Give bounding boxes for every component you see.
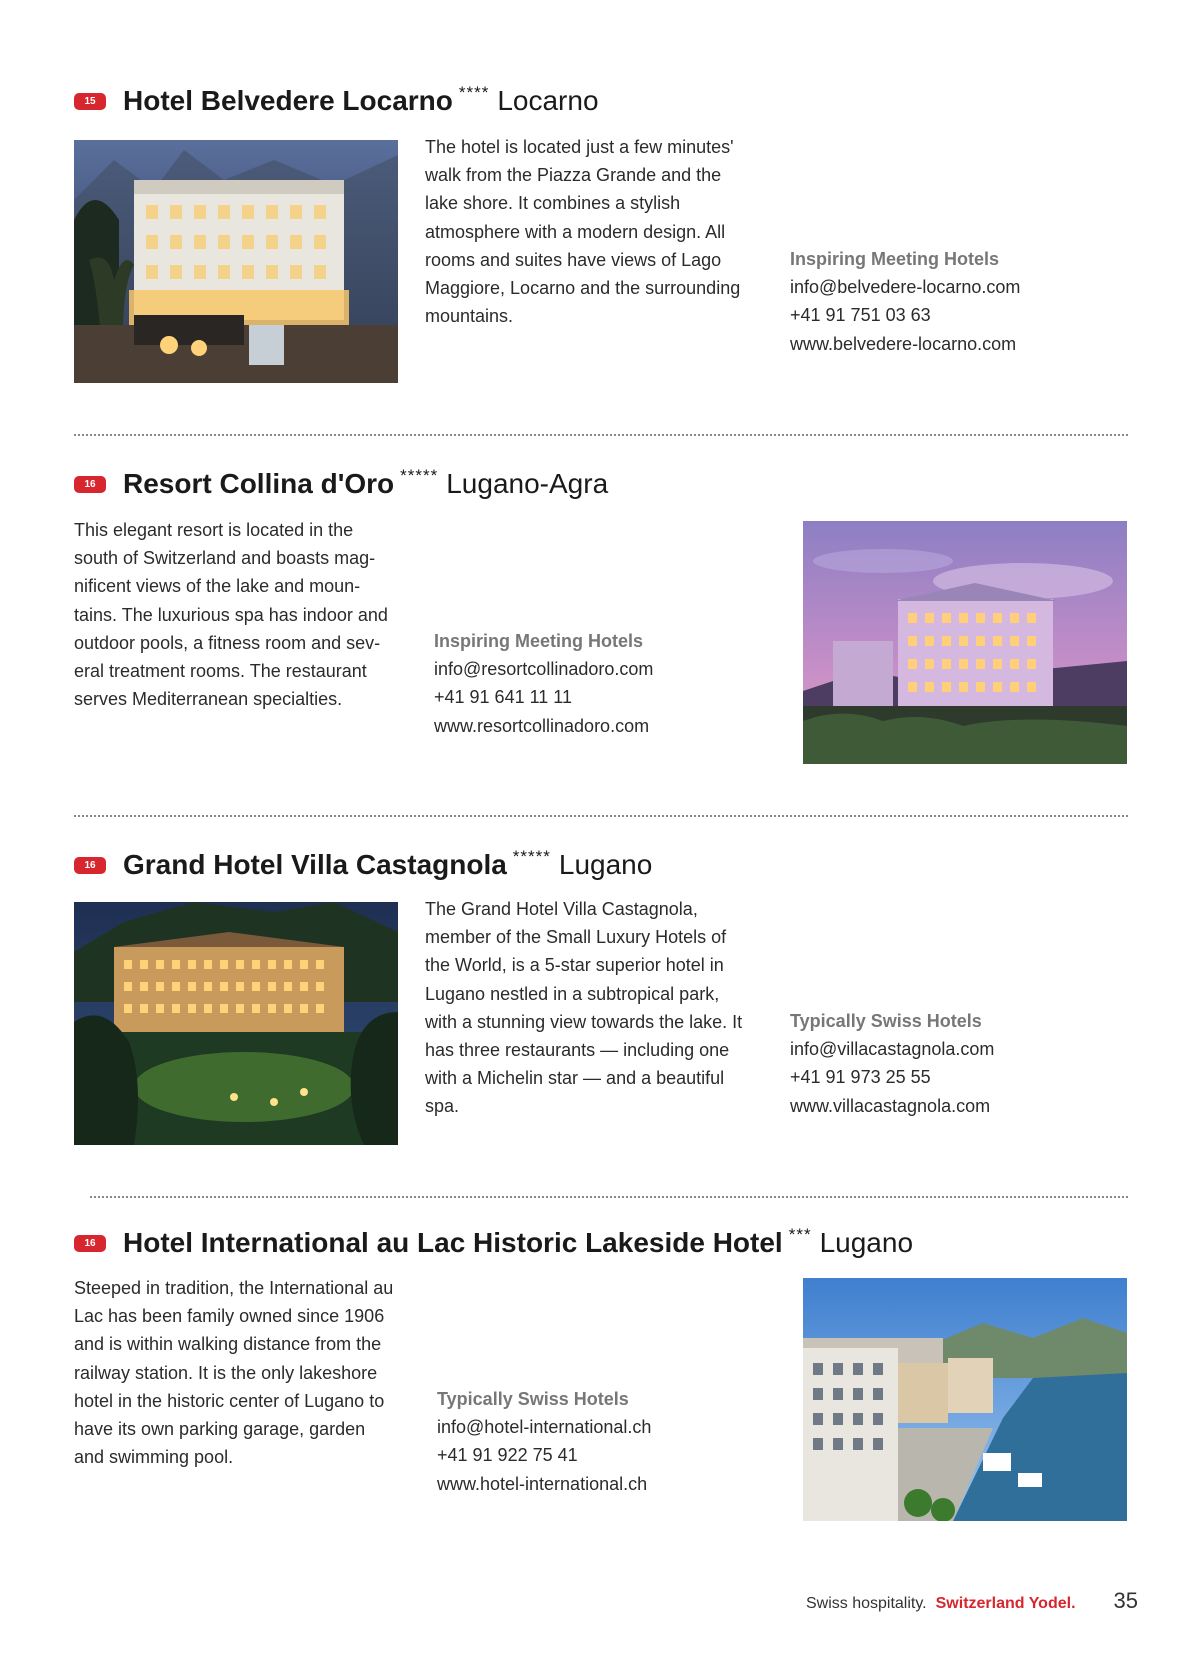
hotel-website-link[interactable]: www.villacastagnola.com — [790, 1095, 991, 1116]
hotel-contact — [437, 1385, 651, 1498]
hotel-name: Hotel Belvedere Locarno — [123, 85, 453, 116]
description-line: and swimming pool. — [74, 1447, 234, 1468]
hotel-city: Locarno — [497, 85, 599, 116]
footer-brand: Switzerland Yodel. — [935, 1595, 1076, 1612]
description-line: south of Switzerland and boasts mag- — [74, 548, 376, 569]
hotel-website-link[interactable]: www.hotel-international.ch — [437, 1473, 648, 1494]
hotel-phone[interactable]: +41 91 641 11 11 — [434, 687, 572, 708]
footer-tagline: Swiss hospitality. — [805, 1595, 927, 1612]
hotel-phone[interactable]: +41 91 751 03 63 — [790, 305, 931, 326]
hotel-phone[interactable]: +41 91 973 25 55 — [790, 1067, 931, 1088]
description-line: lake shore. It combines a stylish — [425, 193, 681, 214]
description-line: walk from the Piazza Grande and the — [425, 165, 722, 186]
star-rating: *** — [788, 1225, 812, 1244]
description-line: The hotel is located just a few minutes' — [425, 137, 734, 157]
hotel-email-link[interactable]: info@belvedere-locarno.com — [790, 277, 1021, 298]
hotel-photo-villa-castagnola — [74, 902, 398, 1145]
description-line: with a Michelin star — and a beautiful — [425, 1068, 725, 1089]
star-rating: ***** — [512, 847, 551, 866]
hotel-city: Lugano — [558, 849, 653, 880]
section-divider — [90, 1196, 1128, 1198]
hotel-category: Inspiring Meeting Hotels — [790, 249, 1000, 269]
description-line: eral treatment rooms. The restaurant — [74, 661, 367, 682]
hotel-name: Resort Collina d'Oro — [123, 468, 395, 499]
description-line: member of the Small Luxury Hotels of — [425, 927, 727, 948]
hotel-email-link[interactable]: info@resortcollinadoro.com — [434, 659, 654, 680]
description-line: serves Mediterranean specialties. — [74, 689, 343, 710]
description-line: have its own parking garage, garden — [74, 1419, 366, 1440]
description-line: hotel in the historic center of Lugano to — [74, 1390, 385, 1411]
hotel-category: Inspiring Meeting Hotels — [434, 631, 644, 651]
hotel-city: Lugano — [819, 1227, 914, 1258]
star-rating: ***** — [400, 466, 439, 485]
description-line: spa. — [425, 1096, 460, 1117]
description-line: Lac has been family owned since 1906 — [74, 1306, 385, 1327]
hotel-category: Typically Swiss Hotels — [437, 1389, 629, 1409]
star-rating: **** — [458, 83, 490, 102]
description-line: tains. The luxurious spa has indoor and — [74, 604, 388, 625]
description-line: the World, is a 5-star superior hotel in — [425, 955, 724, 976]
entry-number-badge: 15 — [74, 93, 106, 110]
hotel-contact — [790, 1007, 994, 1120]
hotel-description — [74, 1274, 393, 1471]
entry-number-badge: 16 — [74, 1235, 106, 1252]
description-line: and is within walking distance from the — [74, 1334, 382, 1355]
entry-3-header — [74, 845, 652, 885]
section-divider — [74, 434, 1128, 436]
hotel-photo-collina-doro — [803, 521, 1127, 764]
hotel-city: Lugano-Agra — [446, 468, 609, 499]
hotel-category: Typically Swiss Hotels — [790, 1011, 982, 1031]
description-line: atmosphere with a modern design. All — [425, 221, 726, 242]
entry-2-header — [74, 464, 608, 504]
description-line: This elegant resort is located in the — [74, 520, 354, 540]
hotel-description — [425, 895, 742, 1121]
page-footer — [806, 1588, 1138, 1614]
hotel-website-link[interactable]: www.resortcollinadoro.com — [434, 715, 650, 736]
hotel-email-link[interactable]: info@hotel-international.ch — [437, 1417, 652, 1438]
hotel-email-link[interactable]: info@villacastagnola.com — [790, 1039, 995, 1060]
hotel-photo-international-au-lac — [803, 1278, 1127, 1521]
hotel-photo-belvedere — [74, 140, 398, 383]
hotel-contact — [434, 627, 653, 740]
entry-number-badge: 16 — [74, 476, 106, 493]
page-number: 35 — [1113, 1588, 1138, 1613]
hotel-phone[interactable]: +41 91 922 75 41 — [437, 1445, 578, 1466]
hotel-description — [425, 133, 740, 330]
description-line: nificent views of the lake and moun- — [74, 576, 361, 597]
hotel-description — [74, 516, 388, 713]
description-line: Lugano nestled in a subtropical park, — [425, 983, 720, 1004]
description-line: outdoor pools, a fitness room and sev- — [74, 632, 381, 653]
hotel-name: Hotel International au Lac Historic Lakeside Hotel — [123, 1227, 783, 1258]
description-line: rooms and suites have views of Lago — [425, 249, 722, 270]
description-line: The Grand Hotel Villa Castagnola, — [425, 899, 698, 919]
hotel-contact — [790, 245, 1020, 358]
hotel-website-link[interactable]: www.belvedere-locarno.com — [790, 333, 1017, 354]
entry-1-header — [74, 81, 599, 121]
hotel-name: Grand Hotel Villa Castagnola — [123, 849, 507, 880]
description-line: has three restaurants — including one — [425, 1040, 730, 1061]
section-divider — [74, 815, 1128, 817]
description-line: railway station. It is the only lakeshore — [74, 1362, 378, 1383]
entry-number-badge: 16 — [74, 857, 106, 874]
description-line: Steeped in tradition, the International au — [74, 1278, 394, 1298]
description-line: mountains. — [425, 306, 514, 327]
description-line: with a stunning view towards the lake. It — [425, 1011, 743, 1032]
description-line: Maggiore, Locarno and the surrounding — [425, 278, 741, 299]
entry-4-header — [74, 1223, 913, 1263]
